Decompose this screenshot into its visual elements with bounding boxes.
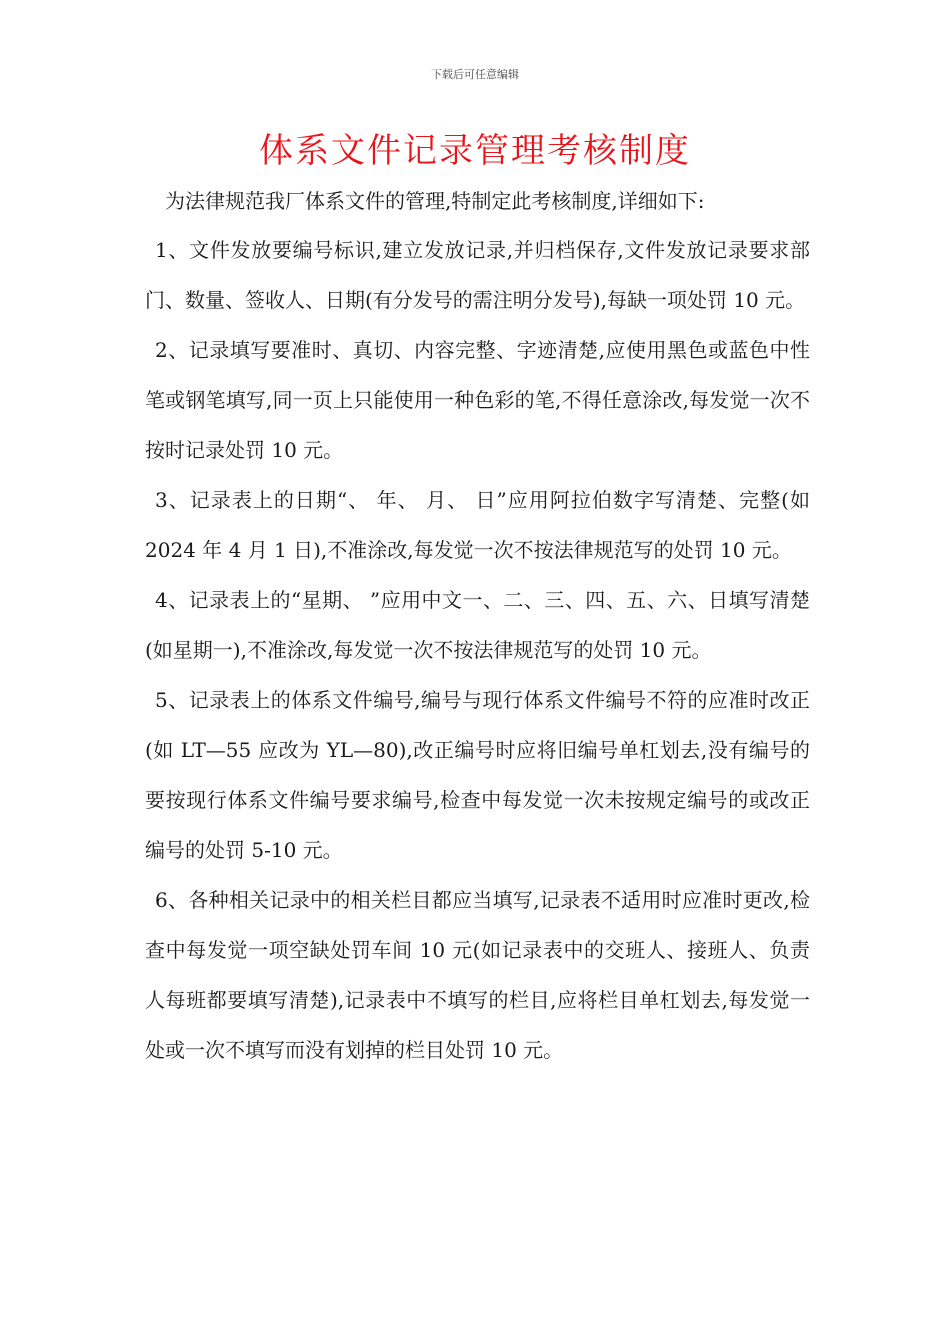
intro-paragraph: 为法律规范我厂体系文件的管理,特制定此考核制度,详细如下:: [165, 189, 705, 213]
rules-list: [145, 225, 810, 1075]
rule-item-4: 4、记录表上的“星期、 ”应用中文一、二、三、四、五、六、日填写清楚(如星期一),不准涂改,每发觉一次不按法律规范写的处罚 10 元。: [145, 588, 810, 662]
rule-item-2: 2、记录填写要准时、真切、内容完整、字迹清楚,应使用黑色或蓝色中性笔或钢笔填写,同一页上只能使用一种色彩的笔,不得任意涂改,每发觉一次不按时记录处罚 10 元。: [145, 338, 810, 462]
rule-item-6: 6、各种相关记录中的相关栏目都应当填写,记录表不适用时应准时更改,检查中每发觉一项空缺处罚车间 10 元(如记录表中的交班人、接班人、负责人每班都要填写清楚),记录表中不填写的栏目,应将栏目单杠划去,每发觉一处或一次不填写而没有划掉的栏目处罚 10 元。: [145, 888, 810, 1062]
page-header-note: 下载后可任意编辑: [431, 68, 519, 81]
rule-item-5: 5、记录表上的体系文件编号,编号与现行体系文件编号不符的应准时改正(如 LT—55 应改为 YL—80),改正编号时应将旧编号单杠划去,没有编号的要按现行体系文件编号要求编号,检查中每发觉一次未按规定编号的或改正编号的处罚 5-10 元。: [145, 688, 810, 862]
rule-item-1: 1、文件发放要编号标识,建立发放记录,并归档保存,文件发放记录要求部门、数量、签收人、日期(有分发号的需注明分发号),每缺一项处罚 10 元。: [145, 238, 810, 312]
document-title: 体系文件记录管理考核制度: [259, 131, 691, 171]
rule-item-3: 3、记录表上的日期“、 年、 月、 日”应用阿拉伯数字写清楚、完整(如 2024 年 4 月 1 日),不准涂改,每发觉一次不按法律规范写的处罚 10 元。: [145, 488, 810, 562]
